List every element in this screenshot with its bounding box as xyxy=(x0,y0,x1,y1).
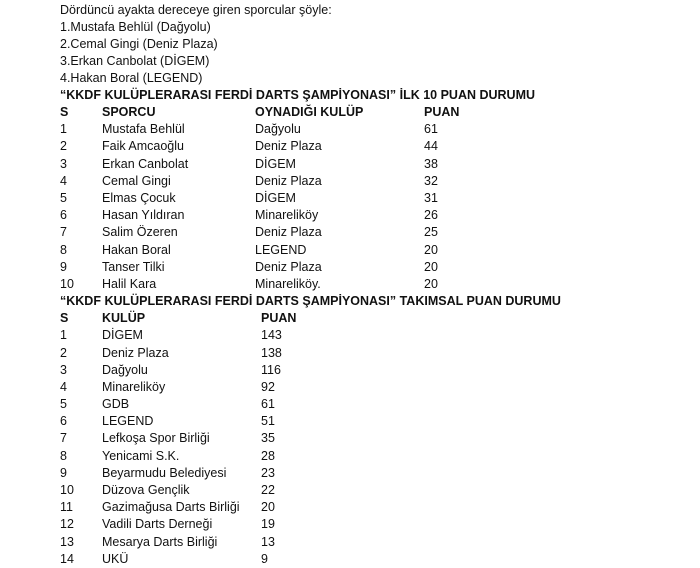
rank-cell: 14 xyxy=(60,551,74,566)
table-row xyxy=(60,413,341,430)
points-cell: 28 xyxy=(261,448,275,463)
team-standings-rows xyxy=(60,327,341,568)
table-row xyxy=(60,121,504,138)
team-standings-table xyxy=(60,310,341,568)
column-header-points: PUAN xyxy=(261,311,297,326)
rank-cell: 10 xyxy=(60,276,74,291)
rank-cell: 9 xyxy=(60,259,67,274)
intro-line: 4.Hakan Boral (LEGEND) xyxy=(60,71,203,85)
player-name-cell: Faik Amcaoğlu xyxy=(102,139,184,154)
table-row xyxy=(60,207,504,224)
table-row xyxy=(60,551,341,568)
club-cell: Deniz Plaza xyxy=(102,345,169,360)
club-cell: Minareliköy xyxy=(255,208,319,223)
points-cell: 38 xyxy=(424,156,438,171)
points-cell: 22 xyxy=(261,483,275,498)
column-header-rank: S xyxy=(60,311,69,326)
points-cell: 20 xyxy=(424,276,438,291)
table-row xyxy=(60,516,341,533)
table-row xyxy=(60,276,504,293)
club-cell: Mesarya Darts Birliği xyxy=(102,534,218,549)
table-row xyxy=(60,379,341,396)
table-row xyxy=(60,156,504,173)
column-header-points: PUAN xyxy=(424,105,460,120)
rank-cell: 2 xyxy=(60,345,67,360)
points-cell: 44 xyxy=(424,139,438,154)
table-row xyxy=(60,138,504,155)
club-cell: Beyarmudu Belediyesi xyxy=(102,465,227,480)
rank-cell: 3 xyxy=(60,362,67,377)
club-cell: DİGEM xyxy=(255,191,296,206)
intro-line: 3.Erkan Canbolat (DİGEM) xyxy=(60,54,210,68)
rank-cell: 4 xyxy=(60,173,67,188)
rank-cell: 4 xyxy=(60,379,67,394)
table-row xyxy=(60,448,341,465)
club-cell: DİGEM xyxy=(102,328,143,343)
club-cell: Vadili Darts Derneği xyxy=(102,517,213,532)
rank-cell: 6 xyxy=(60,414,67,429)
points-cell: 138 xyxy=(261,345,282,360)
table-row xyxy=(60,224,504,241)
points-cell: 92 xyxy=(261,379,275,394)
points-cell: 20 xyxy=(424,259,438,274)
player-name-cell: Salim Özeren xyxy=(102,225,178,240)
club-cell: UKÜ xyxy=(102,551,129,566)
points-cell: 61 xyxy=(424,122,438,137)
points-cell: 9 xyxy=(261,551,268,566)
rank-cell: 8 xyxy=(60,242,67,257)
table-row xyxy=(60,327,341,344)
rank-cell: 12 xyxy=(60,517,74,532)
table-header-row xyxy=(60,104,504,121)
player-name-cell: Tanser Tilki xyxy=(102,259,165,274)
club-cell: LEGEND xyxy=(102,414,154,429)
points-cell: 20 xyxy=(261,500,275,515)
document-body xyxy=(60,2,680,568)
points-cell: 19 xyxy=(261,517,275,532)
table-row xyxy=(60,362,341,379)
table-row xyxy=(60,396,341,413)
points-cell: 35 xyxy=(261,431,275,446)
club-cell: Deniz Plaza xyxy=(255,173,322,188)
table-row xyxy=(60,534,341,551)
points-cell: 31 xyxy=(424,191,438,206)
points-cell: 26 xyxy=(424,208,438,223)
table-row xyxy=(60,430,341,447)
points-cell: 20 xyxy=(424,242,438,257)
club-cell: Dağyolu xyxy=(102,362,148,377)
player-name-cell: Cemal Gingi xyxy=(102,173,171,188)
points-cell: 25 xyxy=(424,225,438,240)
points-cell: 13 xyxy=(261,534,275,549)
club-cell: GDB xyxy=(102,397,130,412)
intro-line: 1.Mustafa Behlül (Dağyolu) xyxy=(60,20,211,34)
table-row xyxy=(60,482,341,499)
club-cell: Lefkoşa Spor Birliği xyxy=(102,431,210,446)
table-row xyxy=(60,344,341,361)
club-cell: Dağyolu xyxy=(255,122,301,137)
club-cell: DİGEM xyxy=(255,156,296,171)
points-cell: 23 xyxy=(261,465,275,480)
individual-standings-title: “KKDF KULÜPLERARASI FERDİ DARTS ŞAMPİYONASI” İLK 10 PUAN DURUMU xyxy=(60,88,536,102)
rank-cell: 3 xyxy=(60,156,67,171)
rank-cell: 2 xyxy=(60,139,67,154)
individual-standings-rows xyxy=(60,121,504,293)
table-row xyxy=(60,190,504,207)
club-cell: Minareliköy xyxy=(102,379,166,394)
points-cell: 61 xyxy=(261,397,275,412)
column-header-rank: S xyxy=(60,105,69,120)
club-cell: Düzova Gençlik xyxy=(102,483,190,498)
player-name-cell: Mustafa Behlül xyxy=(102,122,185,137)
column-header-club: OYNADIĞI KULÜP xyxy=(255,105,364,120)
table-row xyxy=(60,465,341,482)
points-cell: 51 xyxy=(261,414,275,429)
table-row xyxy=(60,499,341,516)
table-row xyxy=(60,173,504,190)
rank-cell: 11 xyxy=(60,500,73,515)
player-name-cell: Hakan Boral xyxy=(102,242,171,257)
points-cell: 116 xyxy=(261,362,281,377)
individual-standings-table xyxy=(60,104,504,293)
table-row xyxy=(60,242,504,259)
table-row xyxy=(60,259,504,276)
player-name-cell: Hasan Yıldıran xyxy=(102,208,185,223)
intro-heading: Dördüncü ayakta dereceye giren sporcular şöyle: xyxy=(60,3,332,17)
intro-line: 2.Cemal Gingi (Deniz Plaza) xyxy=(60,37,218,51)
club-cell: Minareliköy. xyxy=(255,276,321,291)
rank-cell: 6 xyxy=(60,208,67,223)
column-header-player: SPORCU xyxy=(102,105,156,120)
rank-cell: 10 xyxy=(60,483,74,498)
rank-cell: 5 xyxy=(60,191,67,206)
points-cell: 143 xyxy=(261,328,282,343)
table-header-row xyxy=(60,310,341,327)
player-name-cell: Erkan Canbolat xyxy=(102,156,189,171)
player-name-cell: Elmas Çocuk xyxy=(102,191,176,206)
column-header-club: KULÜP xyxy=(102,311,146,326)
rank-cell: 1 xyxy=(60,328,67,343)
club-cell: Deniz Plaza xyxy=(255,139,322,154)
rank-cell: 13 xyxy=(60,534,74,549)
rank-cell: 7 xyxy=(60,431,67,446)
club-cell: Gazimağusa Darts Birliği xyxy=(102,500,240,515)
club-cell: Deniz Plaza xyxy=(255,225,322,240)
club-cell: LEGEND xyxy=(255,242,307,257)
rank-cell: 7 xyxy=(60,225,67,240)
club-cell: Deniz Plaza xyxy=(255,259,322,274)
points-cell: 32 xyxy=(424,173,438,188)
rank-cell: 5 xyxy=(60,397,67,412)
rank-cell: 8 xyxy=(60,448,67,463)
rank-cell: 1 xyxy=(60,122,67,137)
club-cell: Yenicami S.K. xyxy=(102,448,180,463)
player-name-cell: Halil Kara xyxy=(102,276,157,291)
rank-cell: 9 xyxy=(60,465,67,480)
team-standings-title: “KKDF KULÜPLERARASI FERDİ DARTS ŞAMPİYONASI” TAKIMSAL PUAN DURUMU xyxy=(60,294,561,309)
